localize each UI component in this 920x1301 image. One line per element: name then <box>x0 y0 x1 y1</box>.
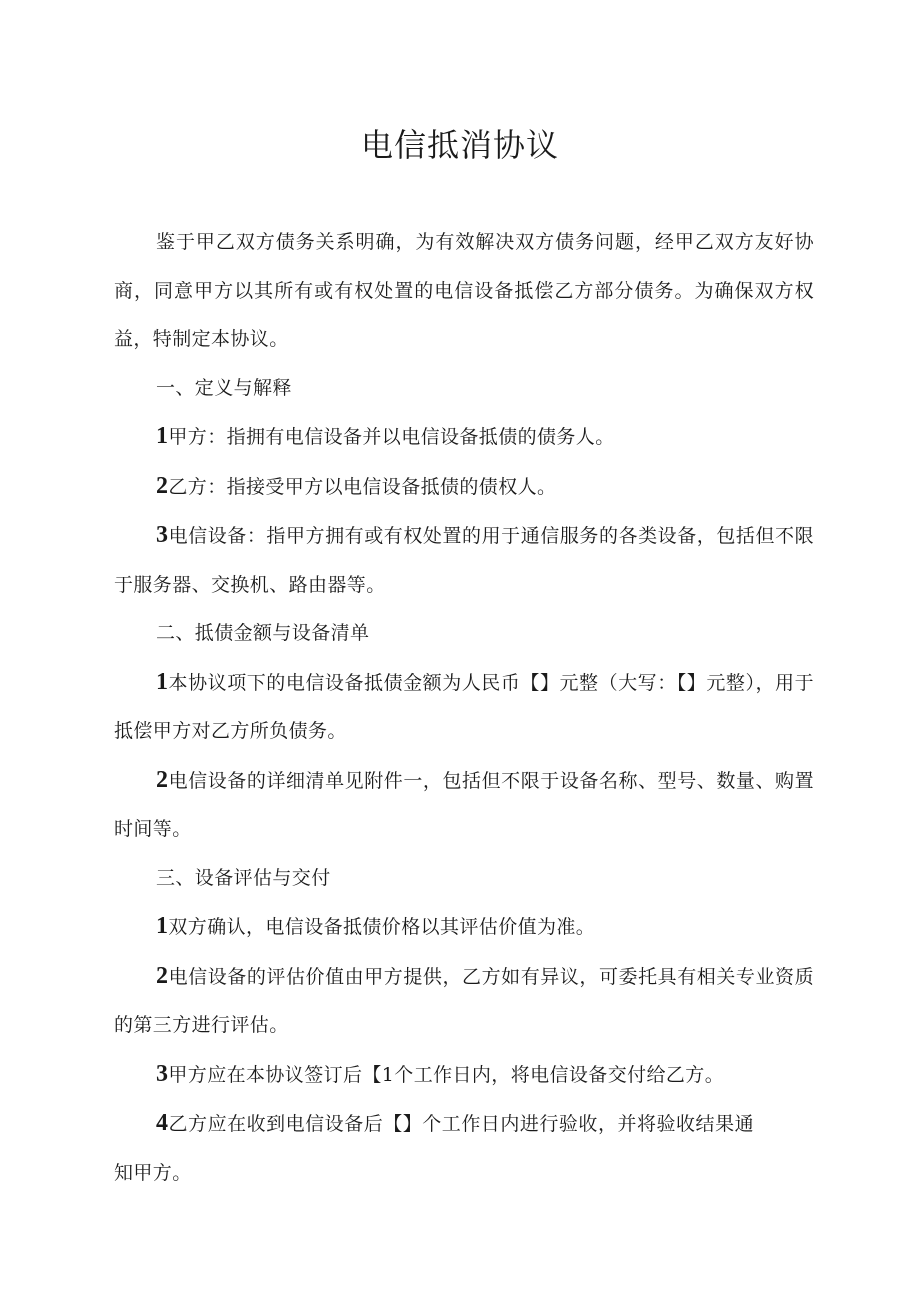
clause-number: 2 <box>156 962 169 989</box>
clause-text: 甲方应在本协议签订后【1个工作日内，将电信设备交付给乙方。 <box>168 1063 725 1086</box>
clause-text: 电信设备：指甲方拥有或有权处置的用于通信服务的各类设备，包括但不限于服务器、交换机、路由器等。 <box>114 525 814 596</box>
clause-number: 1 <box>156 423 169 449</box>
clause-2-2 <box>114 756 814 854</box>
clause-3-3 <box>114 1050 814 1100</box>
clause-number: 2 <box>156 472 169 499</box>
clause-number: 3 <box>156 522 169 548</box>
clause-number: 4 <box>156 1110 169 1136</box>
intro-paragraph: 鉴于甲乙双方债务关系明确，为有效解决双方债务问题，经甲乙双方友好协商，同意甲方以其所有或有权处置的电信设备抵偿乙方部分债务。为确保双方权益，特制定本协议。 <box>114 231 814 350</box>
clause-1-3 <box>114 511 814 609</box>
clause-number: 1 <box>156 913 169 939</box>
clause-text: 乙方：指接受甲方以电信设备抵债的债权人。 <box>168 475 557 498</box>
clause-text: 乙方应在收到电信设备后【】个工作日内进行验收，并将验收结果通知甲方。 <box>114 1113 754 1184</box>
clause-number: 1 <box>156 668 169 695</box>
clause-2-1 <box>114 658 814 756</box>
clause-number: 3 <box>156 1060 169 1087</box>
clause-text: 本协议项下的电信设备抵债金额为人民币【】元整（大写：【】元整），用于抵偿甲方对乙方所负债务。 <box>114 671 814 742</box>
clause-text: 双方确认，电信设备抵债价格以其评估价值为准。 <box>168 916 596 938</box>
document-body <box>114 218 814 1197</box>
clause-3-2 <box>114 952 814 1050</box>
clause-text: 甲方：指拥有电信设备并以电信设备抵债的债务人。 <box>168 426 615 448</box>
section-heading-definitions: 一、定义与解释 <box>156 376 292 399</box>
clause-3-4 <box>114 1099 754 1197</box>
section-heading-evaluation: 三、设备评估与交付 <box>156 866 331 889</box>
clause-3-1 <box>114 902 814 952</box>
clause-number: 2 <box>156 766 169 793</box>
clause-1-2 <box>114 462 814 512</box>
section-heading-amount: 二、抵债金额与设备清单 <box>156 622 370 644</box>
clause-1-1 <box>114 412 814 462</box>
clause-text: 电信设备的详细清单见附件一，包括但不限于设备名称、型号、数量、购置时间等。 <box>114 769 814 840</box>
clause-text: 电信设备的评估价值由甲方提供，乙方如有异议，可委托具有相关专业资质的第三方进行评估。 <box>114 965 814 1036</box>
document-title: 电信抵消协议 <box>360 126 559 164</box>
